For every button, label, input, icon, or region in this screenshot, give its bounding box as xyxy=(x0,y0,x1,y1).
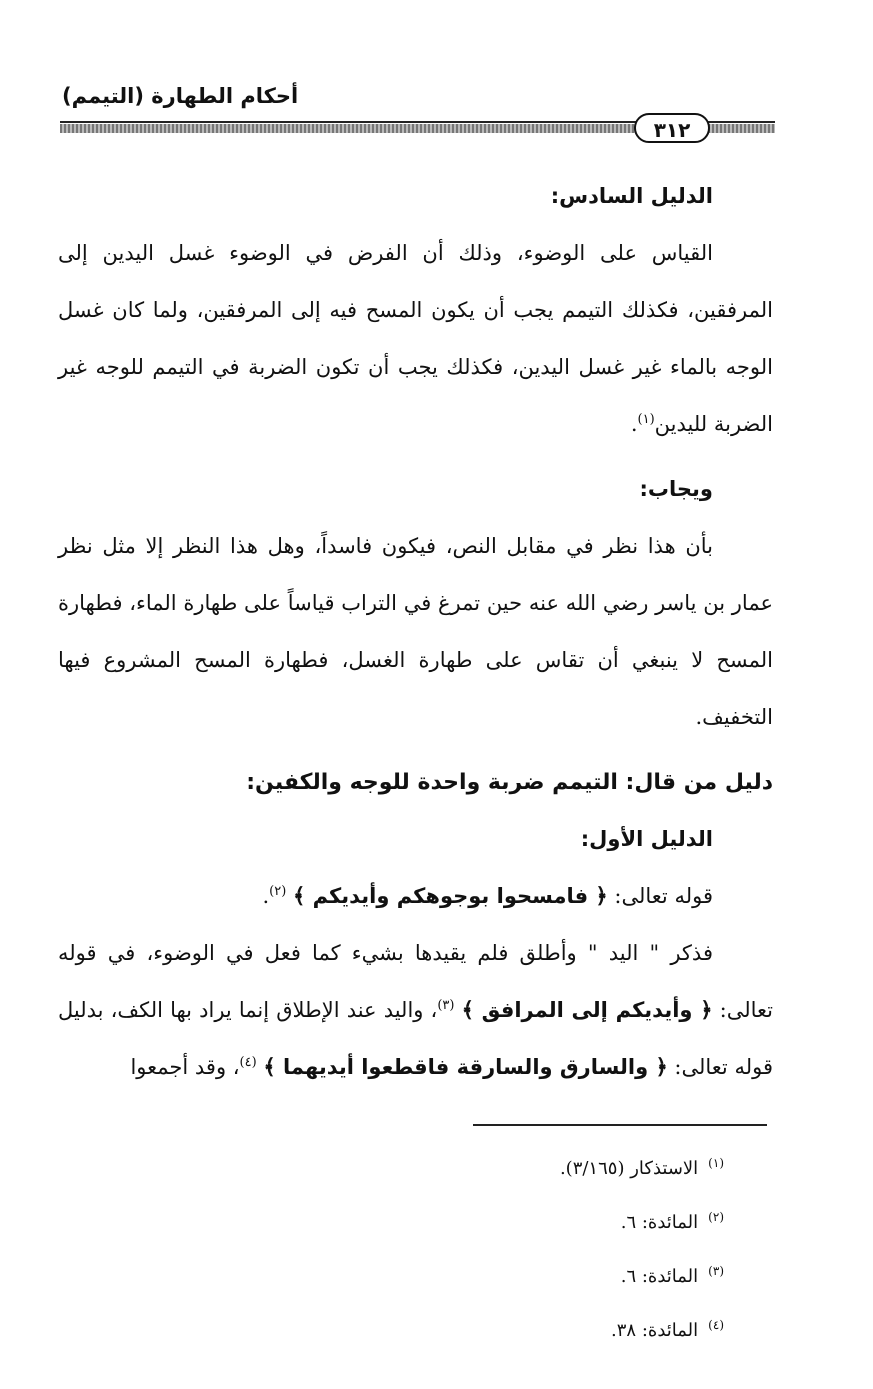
footnote-ref-3: (٣) xyxy=(437,998,455,1013)
footnote-text: الاستذكار (٣/١٦٥). xyxy=(559,1158,699,1179)
page-number: ٣١٢ xyxy=(634,113,710,143)
footnote-1 xyxy=(58,1142,724,1196)
paragraph-analogy-text: القياس على الوضوء، وذلك أن الفرض في الوضوء غسل اليدين إلى المرفقين، فكذلك التيمم يجب أن يكون المسح فيه إلى المرفقين، ولما كان غسل الوجه بالماء غير غسل اليدين، فكذلك يجب أن تكون الضربة في التيمم للوجه غير الضربة لليدين xyxy=(58,241,773,436)
footnote-text: المائدة: ٣٨. xyxy=(611,1320,699,1341)
footnote-ref-4: (٤) xyxy=(239,1055,257,1070)
heading-single-strike-evidence: دليل من قال: التيمم ضربة واحدة للوجه والكفين: xyxy=(246,770,773,795)
paragraph-verse xyxy=(58,868,773,925)
hand-meaning-text-b: ، واليد عند الإطلاق إنما يراد بها الكف، بدليل قوله تعالى: xyxy=(58,998,773,1079)
footnote-mark: (١) xyxy=(708,1156,724,1170)
verse-intro: قوله تعالى: xyxy=(607,884,713,908)
footnote-ref-2: (٢) xyxy=(269,884,287,899)
quran-quote-3: ﴿ والسارق والسارقة فاقطعوا أيديهما ﴾ xyxy=(263,1055,668,1079)
footnote-mark: (٤) xyxy=(708,1318,724,1332)
quran-quote-1: ﴿ فامسحوا بوجوهكم وأيديكم ﴾ xyxy=(292,884,608,908)
paragraph-analogy xyxy=(58,225,773,453)
footnote-text: المائدة: ٦. xyxy=(620,1212,699,1233)
footnote-ref-1: (١) xyxy=(637,412,655,427)
quran-quote-2: ﴿ وأيديكم إلى المرافق ﴾ xyxy=(461,998,713,1022)
paragraph-hand-meaning xyxy=(58,925,773,1096)
footnote-separator xyxy=(473,1124,767,1126)
verse-end: . xyxy=(262,884,270,908)
main-text xyxy=(58,168,773,1096)
hand-meaning-text-c: ، وقد أجمعوا xyxy=(130,1055,240,1079)
footnote-4 xyxy=(58,1304,724,1358)
footnotes xyxy=(58,1142,724,1358)
running-header-title: أحكام الطهارة (التيمم) xyxy=(62,84,299,108)
heading-first-evidence: الدليل الأول: xyxy=(580,827,713,851)
footnote-mark: (٢) xyxy=(708,1210,724,1224)
heading-response: ويجاب: xyxy=(639,477,713,501)
heading-sixth-evidence: الدليل السادس: xyxy=(550,184,713,208)
hand-meaning-text-a: فذكر " اليد " وأطلق فلم يقيدها بشيء كما فعل في الوضوء، في قوله تعالى: xyxy=(58,941,773,1022)
footnote-mark: (٣) xyxy=(708,1264,724,1278)
footnote-text: المائدة: ٦. xyxy=(620,1266,699,1287)
footnote-3 xyxy=(58,1250,724,1304)
footnote-2 xyxy=(58,1196,724,1250)
paragraph-analogy-end: . xyxy=(630,412,638,436)
paragraph-response: بأن هذا نظر في مقابل النص، فيكون فاسداً، وهل هذا النظر إلا مثل نظر عمار بن ياسر رضي الله عنه حين تمرغ في التراب قياساً على طهارة الماء، فطهارة المسح لا ينبغي أن تقاس على طهارة الغسل، فطهارة المسح المشروع فيها التخفيف. xyxy=(58,534,773,729)
